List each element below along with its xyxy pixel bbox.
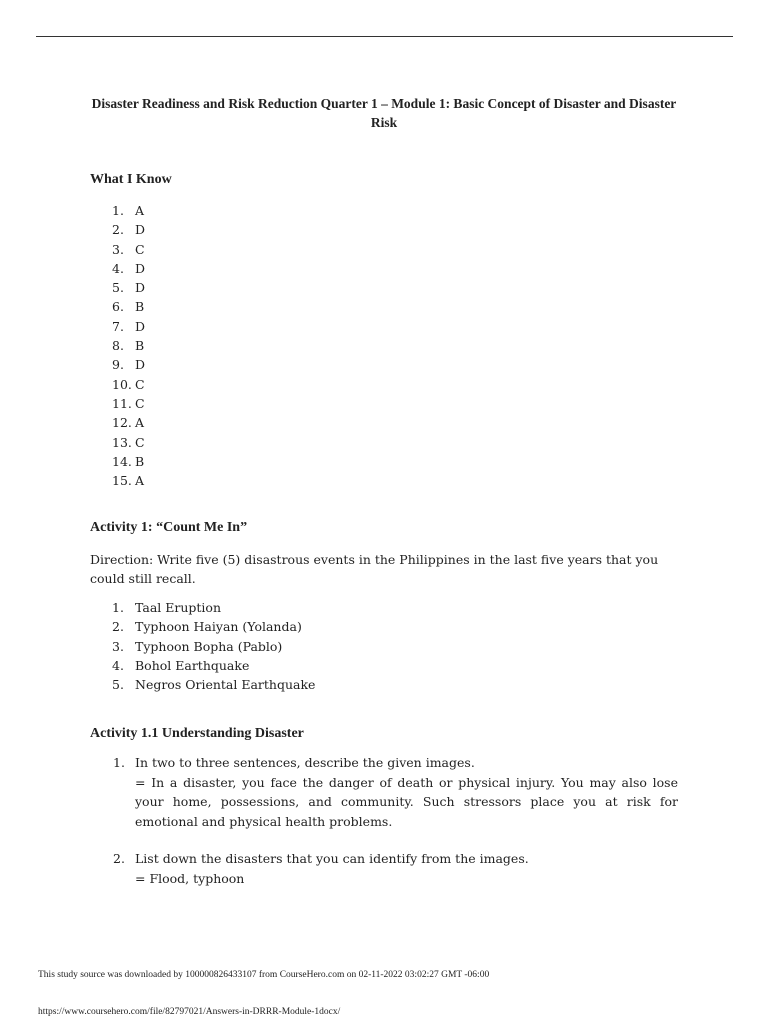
- list-item: 5. D: [112, 280, 146, 296]
- list-item: 6. B: [112, 299, 145, 315]
- activity-1-list: [90, 598, 315, 694]
- list-item: 10. C: [112, 376, 145, 392]
- list-item: 12. A: [112, 415, 145, 431]
- list-item: 4. Bohol Earthquake: [112, 657, 250, 673]
- list-item: 3. C: [112, 241, 145, 257]
- list-item: 14. B: [112, 453, 145, 469]
- list-item: 13. C: [112, 434, 145, 450]
- download-note: This study source was downloaded by 100000826433107 from CourseHero.com on 02-11-2022 03:02:27 GMT -06:00: [38, 970, 490, 980]
- list-item: 9. D: [112, 357, 146, 373]
- top-rule: [36, 36, 733, 37]
- activity-1-1-heading: Activity 1.1 Understanding Disaster: [90, 726, 304, 741]
- list-item: 2. Typhoon Haiyan (Yolanda): [112, 619, 302, 635]
- list-item: 11. C: [112, 395, 145, 411]
- activity-1-1-question-1: [113, 753, 678, 831]
- question-number: 1.: [113, 755, 125, 770]
- source-url[interactable]: https://www.coursehero.com/file/82797021/Answers-in-DRRR-Module-1docx/: [38, 1007, 341, 1017]
- document-title: Disaster Readiness and Risk Reduction Quarter 1 – Module 1: Basic Concept of Disaster and Disaster Risk: [91, 96, 677, 130]
- list-item: 3. Typhoon Bopha (Pablo): [112, 638, 283, 654]
- activity-1-direction: Direction: Write five (5) disastrous events in the Philippines in the last five years that you could still recall.: [90, 552, 659, 586]
- answer-text: = In a disaster, you face the danger of death or physical injury. You may also lose your home, possessions, and community. Such stressors place you at risk for emotional and physical health problems.: [135, 774, 678, 829]
- list-item: 1. Taal Eruption: [112, 600, 221, 615]
- list-item: 1. A: [112, 203, 145, 218]
- list-item: 15. A: [112, 473, 145, 489]
- list-item: 7. D: [112, 318, 146, 334]
- what-i-know-heading: What I Know: [90, 172, 172, 187]
- activity-1-heading: Activity 1: “Count Me In”: [90, 520, 248, 535]
- question-text: In two to three sentences, describe the given images.: [135, 755, 475, 770]
- list-item: 8. B: [112, 338, 145, 354]
- answer-text: = Flood, typhoon: [135, 870, 245, 886]
- list-item: 4. D: [112, 260, 146, 276]
- list-item: 2. D: [112, 222, 146, 238]
- list-item: 5. Negros Oriental Earthquake: [112, 677, 316, 693]
- activity-1-1-question-2: [113, 849, 678, 888]
- question-text: List down the disasters that you can identify from the images.: [135, 851, 529, 866]
- question-number: 2.: [113, 851, 125, 866]
- what-i-know-list: [90, 201, 145, 490]
